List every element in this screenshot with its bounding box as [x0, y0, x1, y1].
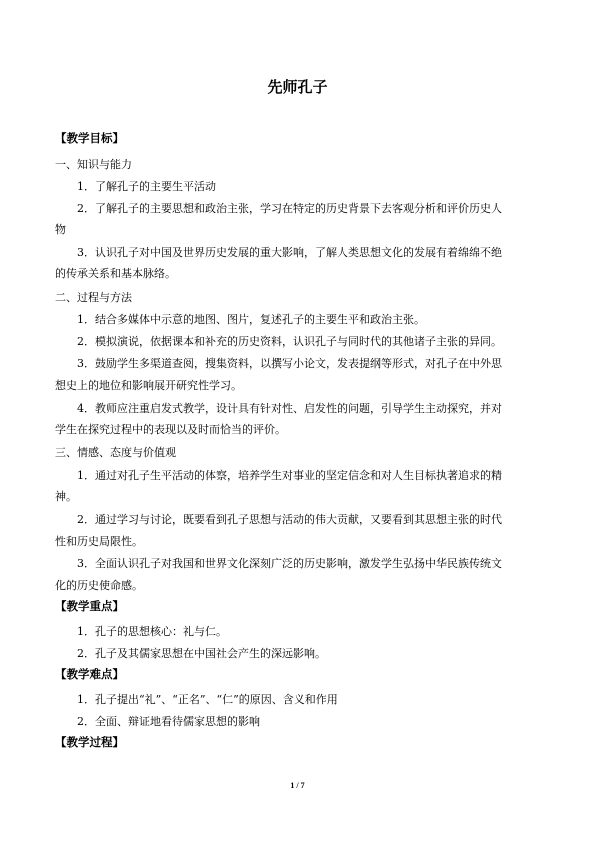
text-line: 3．认识孔子对中国及世界历史发展的重大影响，了解人类思想文化的发展有着绵绵不绝 — [77, 246, 502, 259]
text-line: 化的历史使命感。 — [55, 579, 143, 592]
text-line: 性和历史局限性。 — [55, 535, 143, 548]
text-line: 1．孔子提出“礼”、“正名”、“仁”的原因、含义和作用 — [77, 693, 338, 706]
text-line: 3．全面认识孔子对我国和世界文化深刻广泛的历史影响，激发学生弘扬中华民族传统文 — [77, 557, 502, 570]
text-line: 2．通过学习与讨论，既要看到孔子思想与活动的伟大贡献，又要看到其思想主张的时代 — [77, 513, 502, 526]
text-line: 二、过程与方法 — [55, 291, 132, 304]
section-heading: 【教学过程】 — [55, 735, 124, 749]
text-line: 一、知识与能力 — [55, 158, 132, 171]
text-line: 1．结合多媒体中示意的地图、图片，复述孔子的主要生平和政治主张。 — [77, 313, 425, 326]
text-line: 4．教师应注重启发式教学，设计具有针对性、启发性的问题，引导学生主动探究，并对 — [77, 402, 502, 415]
text-line: 想史上的地位和影响展开研究性学习。 — [55, 379, 242, 392]
text-line: 2．模拟演说，依据课本和补充的历史资料，认识孔子与同时代的其他诸子主张的异同。 — [77, 335, 502, 348]
section-heading: 【教学目标】 — [55, 131, 124, 145]
text-line: 的传承关系和基本脉络。 — [55, 267, 176, 280]
section-heading: 【教学难点】 — [55, 667, 124, 681]
text-line: 3．鼓励学生多渠道查阅，搜集资料，以撰写小论文，发表提纲等形式，对孔子在中外思 — [77, 357, 502, 370]
text-line: 2．了解孔子的主要思想和政治主张，学习在特定的历史背景下去客观分析和评价历史人 — [77, 202, 502, 215]
text-line: 学生在探究过程中的表现以及时而恰当的评价。 — [55, 423, 286, 436]
text-line: 三、情感、态度与价值观 — [55, 446, 176, 459]
text-line: 神。 — [55, 490, 77, 503]
text-line: 1．了解孔子的主要生平活动 — [77, 180, 216, 193]
text-line: 2．孔子及其儒家思想在中国社会产生的深远影响。 — [77, 647, 326, 660]
text-line: 物 — [55, 223, 66, 236]
text-line: 1．孔子的思想核心：礼与仁。 — [77, 625, 227, 638]
text-line: 1．通过对孔子生平活动的体察，培养学生对事业的坚定信念和对人生目标执著追求的精 — [77, 469, 502, 482]
text-line: 2．全面、辩证地看待儒家思想的影响 — [77, 715, 260, 728]
page-number: 1 / 7 — [290, 781, 305, 790]
section-heading: 【教学重点】 — [55, 599, 124, 613]
document-title: 先师孔子 — [267, 78, 328, 96]
